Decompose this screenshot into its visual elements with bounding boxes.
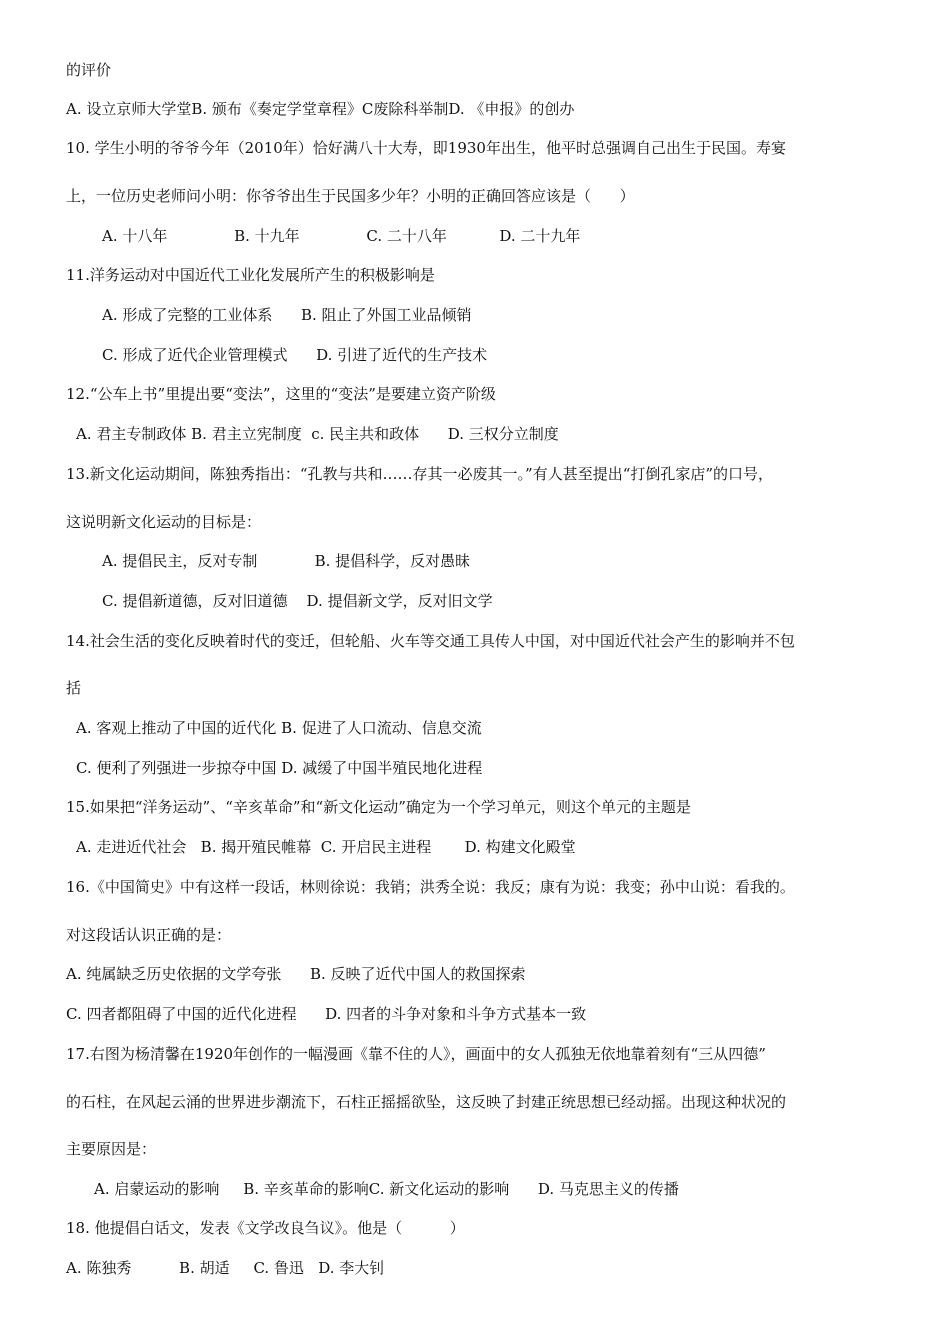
text-line: A. 客观上推动了中国的近代化 B. 促进了人口流动、信息交流 xyxy=(76,719,482,737)
text-line: A. 陈独秀 B. 胡适 C. 鲁迅 D. 李大钊 xyxy=(66,1259,385,1277)
text-line: C. 形成了近代企业管理模式 D. 引进了近代的生产技术 xyxy=(102,346,488,364)
text-line: C. 便利了列强进一步掠夺中国 D. 减缓了中国半殖民地化进程 xyxy=(76,759,483,777)
text-line: 12.“公车上书”里提出要“变法”，这里的“变法”是要建立资产阶级 xyxy=(66,385,496,403)
text-line: 16.《中国简史》中有这样一段话，林则徐说：我销；洪秀全说：我反；康有为说：我变；孙中山说：看我的。 xyxy=(66,878,795,896)
text-line: 的评价 xyxy=(66,61,112,79)
text-line: 这说明新文化运动的目标是： xyxy=(66,513,262,531)
text-line: 14.社会生活的变化反映着时代的变迁，但轮船、火车等交通工具传人中国，对中国近代社会产生的影响并不包 xyxy=(66,632,795,650)
text-line: 13.新文化运动期间，陈独秀指出：“孔教与共和……存其一必废其一。”有人甚至提出“打倒孔家店”的口号， xyxy=(66,465,774,483)
text-line: 的石柱，在风起云涌的世界进步潮流下，石柱正摇摇欲坠，这反映了封建正统思想已经动摇。出现这种状况的 xyxy=(66,1093,787,1111)
text-line: A. 提倡民主，反对专制 B. 提倡科学，反对愚昧 xyxy=(102,552,471,570)
text-line: A. 纯属缺乏历史依据的文学夸张 B. 反映了近代中国人的救国探索 xyxy=(66,965,526,983)
text-line: A. 设立京师大学堂B. 颁布《奏定学堂章程》C废除科举制D. 《申报》的创办 xyxy=(66,100,575,118)
text-line: 11.洋务运动对中国近代工业化发展所产生的积极影响是 xyxy=(66,266,435,284)
text-line: A. 走进近代社会 B. 揭开殖民帷幕 C. 开启民主进程 D. 构建文化殿堂 xyxy=(76,838,576,856)
text-line: C. 提倡新道德，反对旧道德 D. 提倡新文学，反对旧文学 xyxy=(102,592,493,610)
text-line: 对这段话认识正确的是： xyxy=(66,926,232,944)
text-line: 18. 他提倡白话文，发表《文学改良刍议》。他是（ ） xyxy=(66,1219,465,1237)
text-line: 括 xyxy=(66,679,82,697)
text-line: A. 君主专制政体 B. 君主立宪制度 c. 民主共和政体 D. 三权分立制度 xyxy=(76,425,559,443)
text-line: 15.如果把“洋务运动”、“辛亥革命”和“新文化运动”确定为一个学习单元，则这个单元的主题是 xyxy=(66,798,691,816)
text-line: A. 启蒙运动的影响 B. 辛亥革命的影响C. 新文化运动的影响 D. 马克思主义的传播 xyxy=(94,1180,679,1198)
text-line: 上，一位历史老师问小明：你爷爷出生于民国多少年？小明的正确回答应该是（ ） xyxy=(66,187,635,205)
text-line: A. 十八年 B. 十九年 C. 二十八年 D. 二十九年 xyxy=(102,227,581,245)
text-line: 17.右图为杨清馨在1920年创作的一幅漫画《靠不住的人》，画面中的女人孤独无依地靠着刻有“三从四德” xyxy=(66,1045,766,1063)
text-line: 主要原因是： xyxy=(66,1140,157,1158)
text-line: C. 四者都阻碍了中国的近代化进程 D. 四者的斗争对象和斗争方式基本一致 xyxy=(66,1005,587,1023)
text-line: 10. 学生小明的爷爷今年（2010年）恰好满八十大寿，即1930年出生，他平时总强调自己出生于民国。寿宴 xyxy=(66,139,786,157)
text-line: A. 形成了完整的工业体系 B. 阻止了外国工业品倾销 xyxy=(102,306,472,324)
